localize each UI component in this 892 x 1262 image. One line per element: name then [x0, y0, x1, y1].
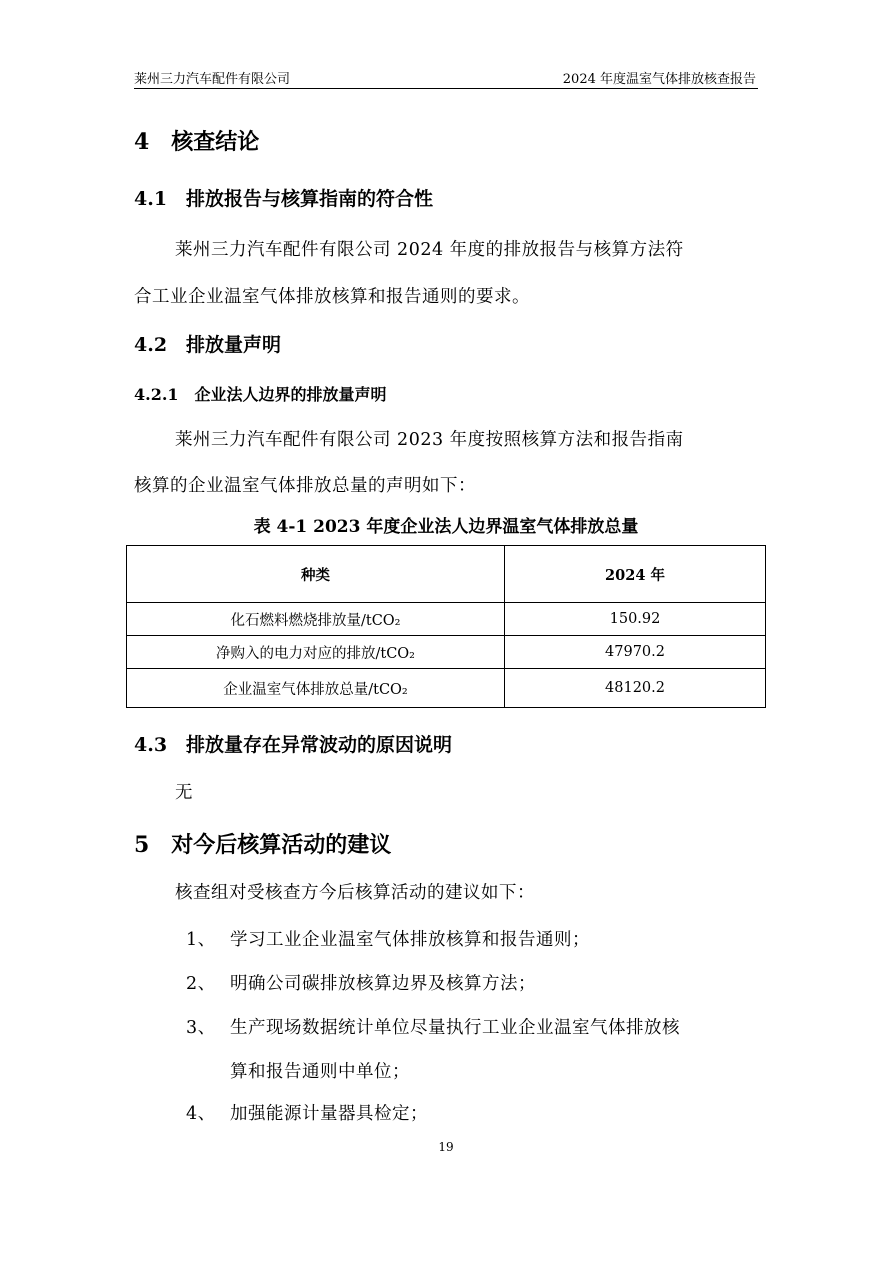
table-caption: 表 4-1 2023 年度企业法人边界温室气体排放总量 [253, 517, 639, 537]
table-cell-label: 企业温室气体排放总量/tCO₂ [127, 669, 505, 708]
section-4-1-heading: 4.1 排放报告与核算指南的符合性 [134, 188, 434, 210]
section-5-heading: 5 对今后核算活动的建议 [134, 832, 392, 858]
table-header-category: 种类 [127, 546, 505, 603]
list-item-text: 明确公司碳排放核算边界及核算方法； [230, 974, 536, 994]
header-rule [134, 88, 758, 89]
section-4-2-1-para-line2: 核算的企业温室气体排放总量的声明如下： [134, 476, 476, 496]
list-item-text: 生产现场数据统计单位尽量执行工业企业温室气体排放核 [230, 1018, 680, 1038]
section-4-heading: 4 核查结论 [134, 129, 260, 155]
table-row [127, 636, 766, 669]
page-number: 19 [438, 1140, 454, 1154]
emissions-table [126, 545, 766, 708]
table-cell-label: 净购入的电力对应的排放/tCO₂ [127, 636, 505, 669]
list-item-number: 1、 [186, 930, 216, 950]
table-cell-value: 48120.2 [505, 669, 766, 708]
list-item-text: 加强能源计量器具检定； [230, 1104, 428, 1124]
table-header-row [127, 546, 766, 603]
section-4-2-heading: 4.2 排放量声明 [134, 334, 282, 356]
table-row [127, 669, 766, 708]
section-5-intro: 核查组对受核查方今后核算活动的建议如下： [175, 883, 535, 903]
header-company: 莱州三力汽车配件有限公司 [134, 72, 291, 87]
section-4-1-para-line2: 合工业企业温室气体排放核算和报告通则的要求。 [134, 287, 530, 307]
header-report-title: 2024 年度温室气体排放核查报告 [562, 72, 756, 87]
list-item-number: 3、 [186, 1018, 216, 1038]
list-item-text-continued: 算和报告通则中单位； [230, 1062, 410, 1082]
section-4-2-1-para-line1: 莱州三力汽车配件有限公司 2023 年度按照核算方法和报告指南 [175, 430, 684, 450]
section-4-3-content: 无 [175, 783, 193, 803]
list-item-number: 4、 [186, 1104, 216, 1124]
table-cell-label: 化石燃料燃烧排放量/tCO₂ [127, 603, 505, 636]
table-cell-value: 150.92 [505, 603, 766, 636]
section-4-1-para-line1: 莱州三力汽车配件有限公司 2024 年度的排放报告与核算方法符 [175, 240, 684, 260]
table-cell-value: 47970.2 [505, 636, 766, 669]
section-4-3-heading: 4.3 排放量存在异常波动的原因说明 [134, 734, 453, 756]
list-item-number: 2、 [186, 974, 216, 994]
table-header-year: 2024 年 [505, 546, 766, 603]
table-row [127, 603, 766, 636]
section-4-2-1-heading: 4.2.1 企业法人边界的排放量声明 [134, 385, 387, 404]
list-item-text: 学习工业企业温室气体排放核算和报告通则； [230, 930, 590, 950]
